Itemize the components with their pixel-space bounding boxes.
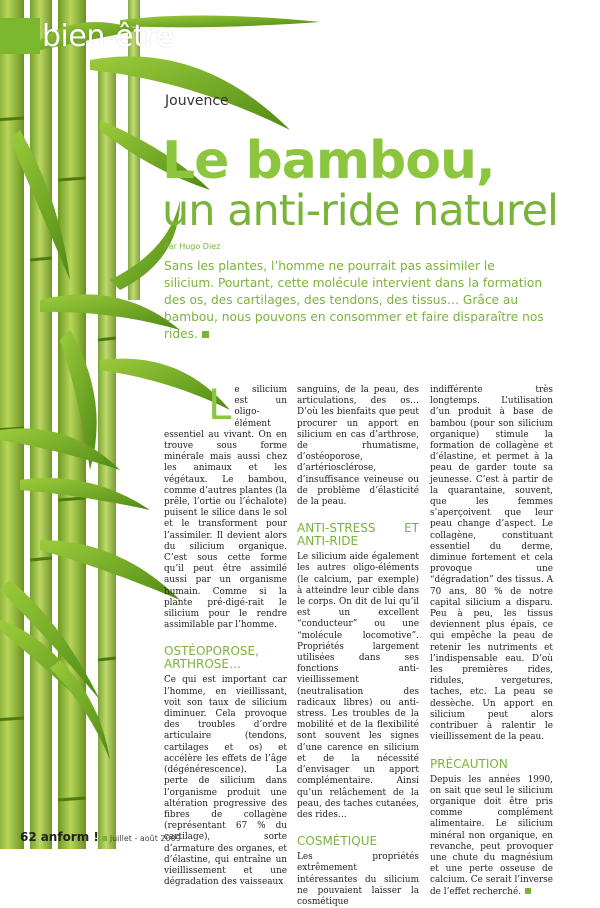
kicker: Jouvence <box>165 93 229 109</box>
paragraph-text: Depuis les années 1990, on sait que seul le silicium organique doit être pris comme complément alimentaire. Le silicium minéral non organique, en revanche, peut provoquer une chute du magnésium et une perte osseuse de calcium. Ce serait l’inverse de l’effet recherché. <box>430 774 553 897</box>
lead-paragraph <box>164 258 548 343</box>
separator-icon <box>102 836 107 841</box>
article-title: Le bambou, <box>162 131 495 191</box>
subheading-cosmetique: COSMÉTIQUE <box>297 834 378 849</box>
byline: Par Hugo Diez <box>164 242 221 251</box>
article-subtitle: un anti-ride naturel <box>162 186 558 236</box>
paragraph: Ce qui est important car l’homme, en vieillissant, voit son taux de silicium diminuer. Cela provoque des troubles d’ordre articulaire (tendons, cartilages et os) et accélère les effets de l’âge (dégénérescence). La perte de silicium dans l’organisme produit une altération progressive des fibres de collagène (représentant 67 % du cartilage), sorte d’armature des organes, et d’élastine, qui entraîne un vieillissement et une dégradation des vaisseaux <box>164 675 287 888</box>
paragraph: Le silicium aide également les autres oligo-éléments (le calcium, par exemple) à atteindre leur cible dans le corps. On dit de lui qu’il est un excellent “conducteur” ou une “molécule locomotive”. Propriétés largement utilisées dans ses fonctions anti-vieillissement (neutralisation des radicaux libres) ou anti-stress. Les troubles de la mobilité et de la flexibilité sont souvent les signes d’une carence en silicium et de la nécessité d’envisager un apport complémentaire. Ainsi qu’un relâchement de la peau, des taches cutanées, des rides… <box>297 552 419 820</box>
paragraph: indifférente très longtemps. L’utilisation d’un produit à base de bambou (pour son silicium organique) stimule la formation de collagène et d’élastine, et permet à la peau de garder toute sa jeunesse. C’est à partir de la quarantaine, souvent, que les femmes s’aperçoivent que leur peau change d’aspect. Le collagène, constituant essentiel du derme, diminue fortement et cela provoque une “dégradation” des tissus. A 70 ans, 80 % de notre capital silicium a disparu. Peu à peu, les tissus deviennent plus épais, ce qui empêche la peau de retenir les nutriments et l’indispensable eau. D’où les premières rides, ridules, vergetures, taches, etc. La peau se dessèche. Un apport en silicium peut alors contribuer à ralentir le vieillissement de la peau. <box>430 385 553 743</box>
section-bar <box>0 18 40 54</box>
lead-text: Sans les plantes, l’homme ne pourrait pas assimiler le silicium. Pourtant, cette molécule intervient dans la formation des os, des cartilages, des tendons, des tissus… Grâce au bambou, nous pouvons en consommer et faire disparaître nos rides. <box>164 259 544 341</box>
article-column-2 <box>297 385 419 908</box>
page-number: 62 <box>20 830 37 844</box>
subheading-anti-stress: ANTI-STRESS ET ANTI-RIDE <box>297 521 419 549</box>
subheading-precaution: PRÉCAUTION <box>430 756 508 771</box>
paragraph: sanguins, de la peau, des articulations, des os… D’où les bienfaits que peut procurer un apport en silicium en cas d’arthrose, de rhumatisme, d’ostéoporose, d’artériosclérose, d’insuffisance veineuse ou de problème d’élasticité de la peau. <box>297 385 419 508</box>
magazine-name: anform ! <box>40 830 99 844</box>
dropcap: L <box>208 380 232 429</box>
subheading-osteoporose: OSTÉOPOROSE, ARTHROSE… <box>164 644 259 672</box>
paragraph <box>430 775 553 898</box>
section-label: bien-être <box>42 18 174 54</box>
section-tag <box>0 18 174 54</box>
issue-date: juillet - août 2009 <box>109 834 181 843</box>
article-column-3 <box>430 385 553 898</box>
paragraph <box>164 380 287 631</box>
page-footer <box>20 830 181 844</box>
end-mark-icon <box>202 331 209 338</box>
paragraph: Les propriétés extrêmement intéressantes du silicium ne pouvaient laisser la cosmétique <box>297 852 419 907</box>
paragraph-text: e silicium est un oligo-élément essentiel au vivant. On en trouve sous forme minérale mais aussi chez les animaux et les végétaux. Le bambou, comme d’autres plantes (la prêle, l’ortie ou l’échalote) puisent le silice dans le sol et le transforment pour l’assimiler. Il devient alors du silicium organique. C’est sous cette forme qu’il peut être assimilé aussi par un organisme humain. Comme si la plante pré-digé-rait le silicium pour le rendre assimilable par l’homme. <box>164 385 287 631</box>
article-column-1 <box>164 380 287 888</box>
end-mark-icon <box>525 888 531 894</box>
